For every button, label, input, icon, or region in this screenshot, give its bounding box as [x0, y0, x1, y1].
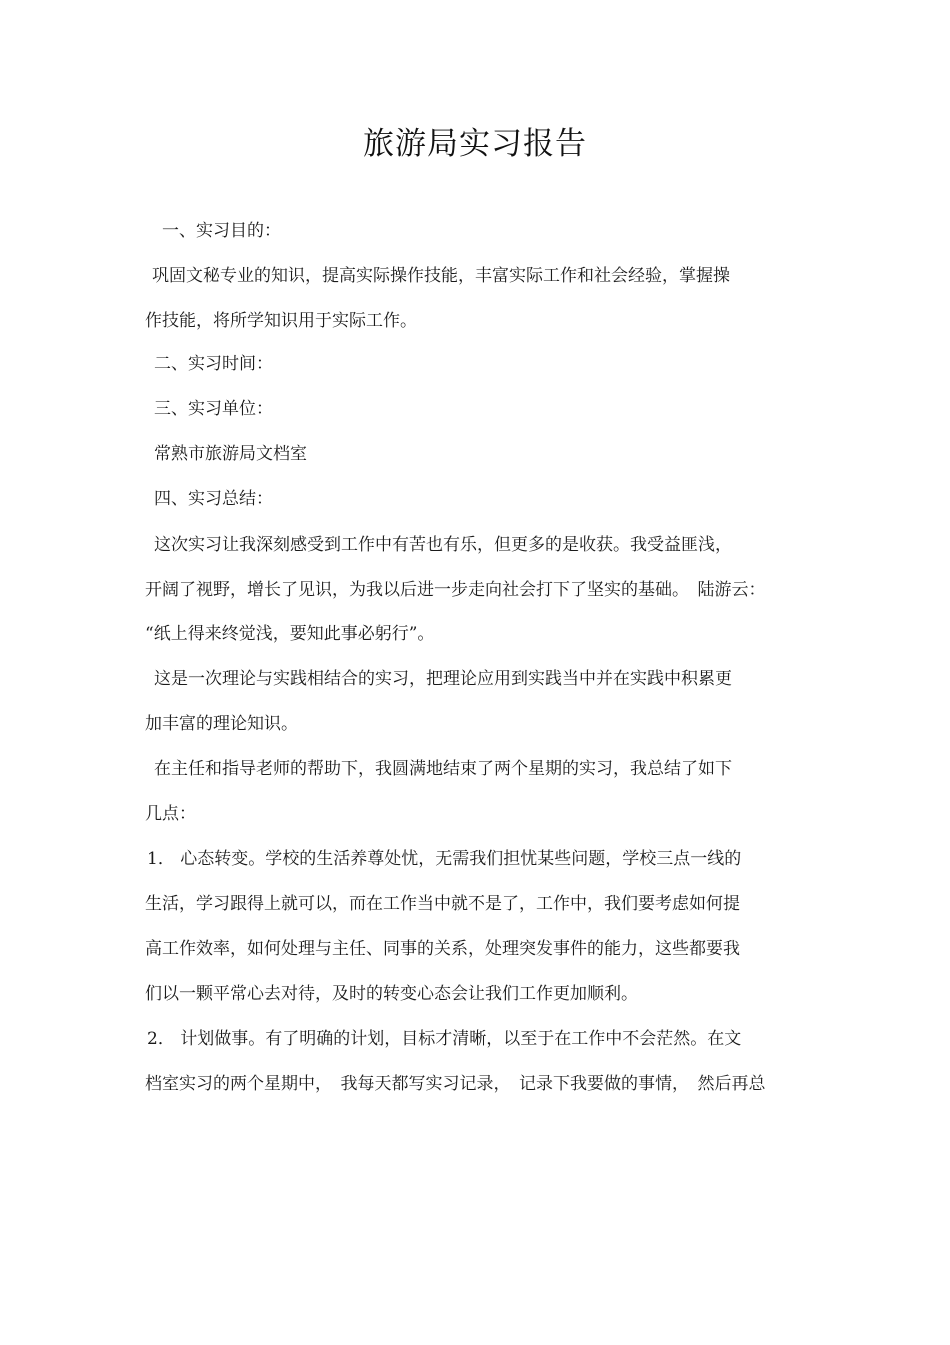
numbered-item-line: 1． 心态转变。学校的生活养尊处忧，无需我们担忧某些问题，学校三点一线的: [147, 849, 742, 869]
paragraph-line: 这次实习让我深刻感受到工作中有苦也有乐，但更多的是收获。我受益匪浅，: [154, 535, 732, 555]
document-title: 旅游局实习报告: [363, 126, 587, 162]
paragraph-line: 档室实习的两个星期中， 我每天都写实习记录， 记录下我要做的事情， 然后再总: [145, 1074, 766, 1094]
paragraph-line: 常熟市旅游局文档室: [154, 444, 307, 464]
paragraph-line: 开阔了视野，增长了见识，为我以后进一步走向社会打下了坚实的基础。 陆游云：: [145, 580, 766, 600]
section-heading-time: 二、实习时间：: [154, 354, 273, 374]
paragraph-line: 作技能，将所学知识用于实际工作。: [145, 311, 417, 331]
paragraph-line: 在主任和指导老师的帮助下，我圆满地结束了两个星期的实习，我总结了如下: [154, 759, 732, 779]
paragraph-line: 高工作效率，如何处理与主任、同事的关系，处理突发事件的能力，这些都要我: [145, 939, 740, 959]
paragraph-line: 几点：: [145, 804, 196, 824]
paragraph-line: 们以一颗平常心去对待，及时的转变心态会让我们工作更加顺利。: [145, 984, 638, 1004]
paragraph-line: 这是一次理论与实践相结合的实习，把理论应用到实践当中并在实践中积累更: [154, 669, 732, 689]
section-heading-unit: 三、实习单位：: [154, 399, 273, 419]
paragraph-line: 巩固文秘专业的知识，提高实际操作技能，丰富实际工作和社会经验，掌握操: [152, 266, 730, 286]
paragraph-line: 加丰富的理论知识。: [145, 714, 298, 734]
paragraph-line: 生活，学习跟得上就可以，而在工作当中就不是了，工作中，我们要考虑如何提: [145, 894, 740, 914]
section-heading-summary: 四、实习总结：: [154, 489, 273, 509]
numbered-item-line: 2． 计划做事。有了明确的计划，目标才清晰，以至于在工作中不会茫然。在文: [147, 1029, 742, 1049]
section-heading-purpose: 一、实习目的：: [162, 221, 281, 241]
paragraph-line: “纸上得来终觉浅，要知此事必躬行”。: [145, 624, 435, 644]
